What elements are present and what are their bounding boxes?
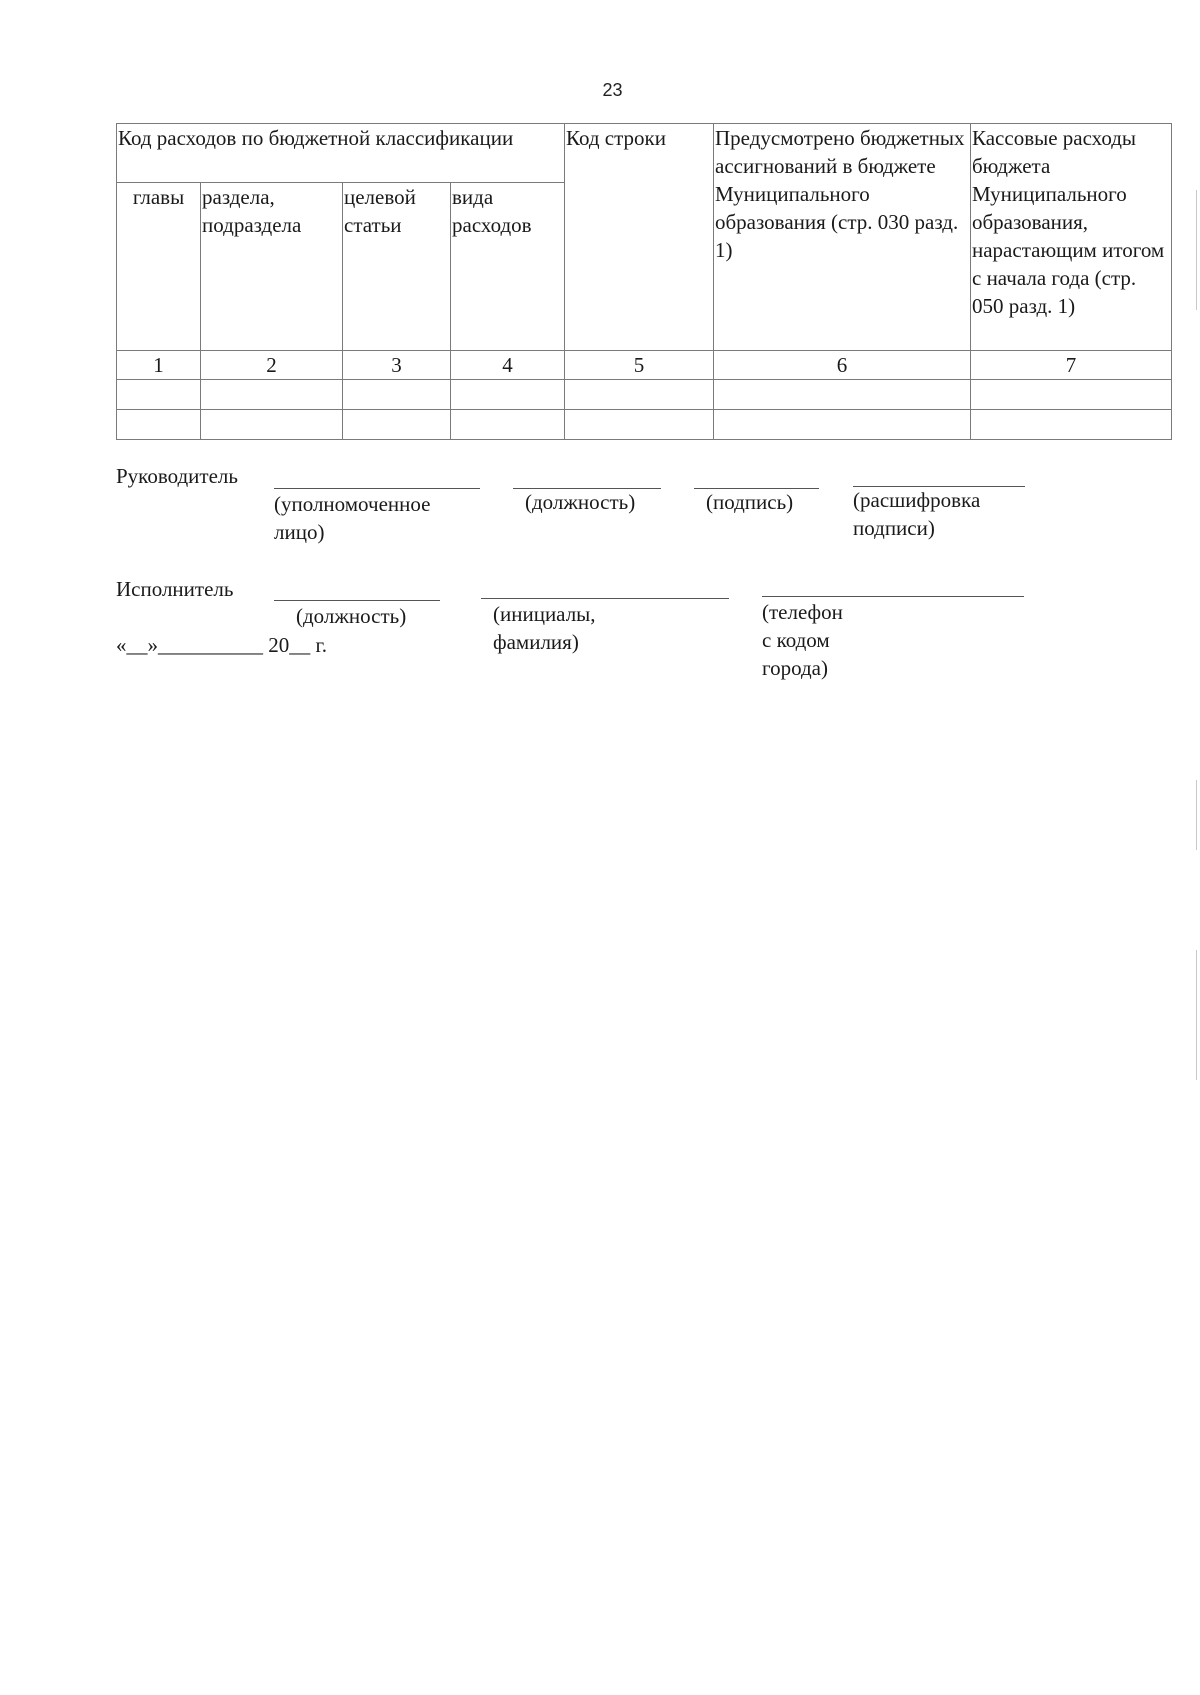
executor-hint-position: (должность): [296, 604, 407, 628]
scan-edge-mark: [1196, 190, 1197, 310]
executor-hint-phone: (телефон с кодом города): [762, 600, 843, 680]
table-cell[interactable]: [343, 410, 451, 440]
column-number: 6: [714, 351, 971, 380]
head-label: Руководитель: [116, 464, 238, 488]
column-number: 7: [971, 351, 1172, 380]
table-cell[interactable]: [201, 410, 343, 440]
table-cell[interactable]: [971, 380, 1172, 410]
header-planned-allocations: Предусмотрено бюджетных ассигнований в бюджете Муниципального образования (стр. 030 разд. 1): [714, 124, 971, 351]
table-cell[interactable]: [971, 410, 1172, 440]
executor-name-line[interactable]: [481, 598, 729, 599]
budget-report-table: [116, 123, 1172, 440]
head-hint-person: (уполномоченное лицо): [274, 492, 431, 544]
column-number: 2: [201, 351, 343, 380]
table-cell[interactable]: [565, 410, 714, 440]
head-hint-decoding: (расшифровка подписи): [853, 488, 981, 540]
scan-edge-mark: [1196, 780, 1197, 850]
table-cell[interactable]: [451, 380, 565, 410]
subheader-target-article: целевой статьи: [343, 183, 451, 351]
table-header-row: [117, 124, 1172, 183]
date-line: «__»__________ 20__ г.: [116, 633, 327, 657]
table-row: [117, 410, 1172, 440]
header-cash-expenses: Кассовые расходы бюджета Муниципального образования, нарастающим итогом с начала года (стр. 050 разд. 1): [971, 124, 1172, 351]
executor-position-line[interactable]: [274, 600, 440, 601]
subheader-chapter: главы: [117, 183, 201, 351]
column-number: 5: [565, 351, 714, 380]
column-number: 3: [343, 351, 451, 380]
head-person-line[interactable]: [274, 488, 480, 489]
table-cell[interactable]: [343, 380, 451, 410]
table-cell[interactable]: [714, 380, 971, 410]
table-cell[interactable]: [565, 380, 714, 410]
column-number: 4: [451, 351, 565, 380]
executor-label: Исполнитель: [116, 577, 234, 601]
table-cell[interactable]: [714, 410, 971, 440]
table-cell[interactable]: [451, 410, 565, 440]
subheader-section: раздела, подраздела: [201, 183, 343, 351]
head-hint-position: (должность): [525, 490, 636, 514]
table-cell[interactable]: [117, 380, 201, 410]
subheader-expense-type: вида расходов: [451, 183, 565, 351]
header-line-code: Код строки: [565, 124, 714, 351]
column-number: 1: [117, 351, 201, 380]
executor-hint-name: (инициалы, фамилия): [493, 602, 596, 654]
head-hint-signature: (подпись): [706, 490, 794, 514]
executor-phone-line[interactable]: [762, 596, 1024, 597]
page-number: 23: [602, 80, 623, 100]
table-cell[interactable]: [117, 410, 201, 440]
column-number-row: [117, 351, 1172, 380]
table-cell[interactable]: [201, 380, 343, 410]
table-row: [117, 380, 1172, 410]
scan-edge-mark: [1196, 950, 1197, 1080]
header-group-code: Код расходов по бюджетной классификации: [117, 124, 565, 183]
